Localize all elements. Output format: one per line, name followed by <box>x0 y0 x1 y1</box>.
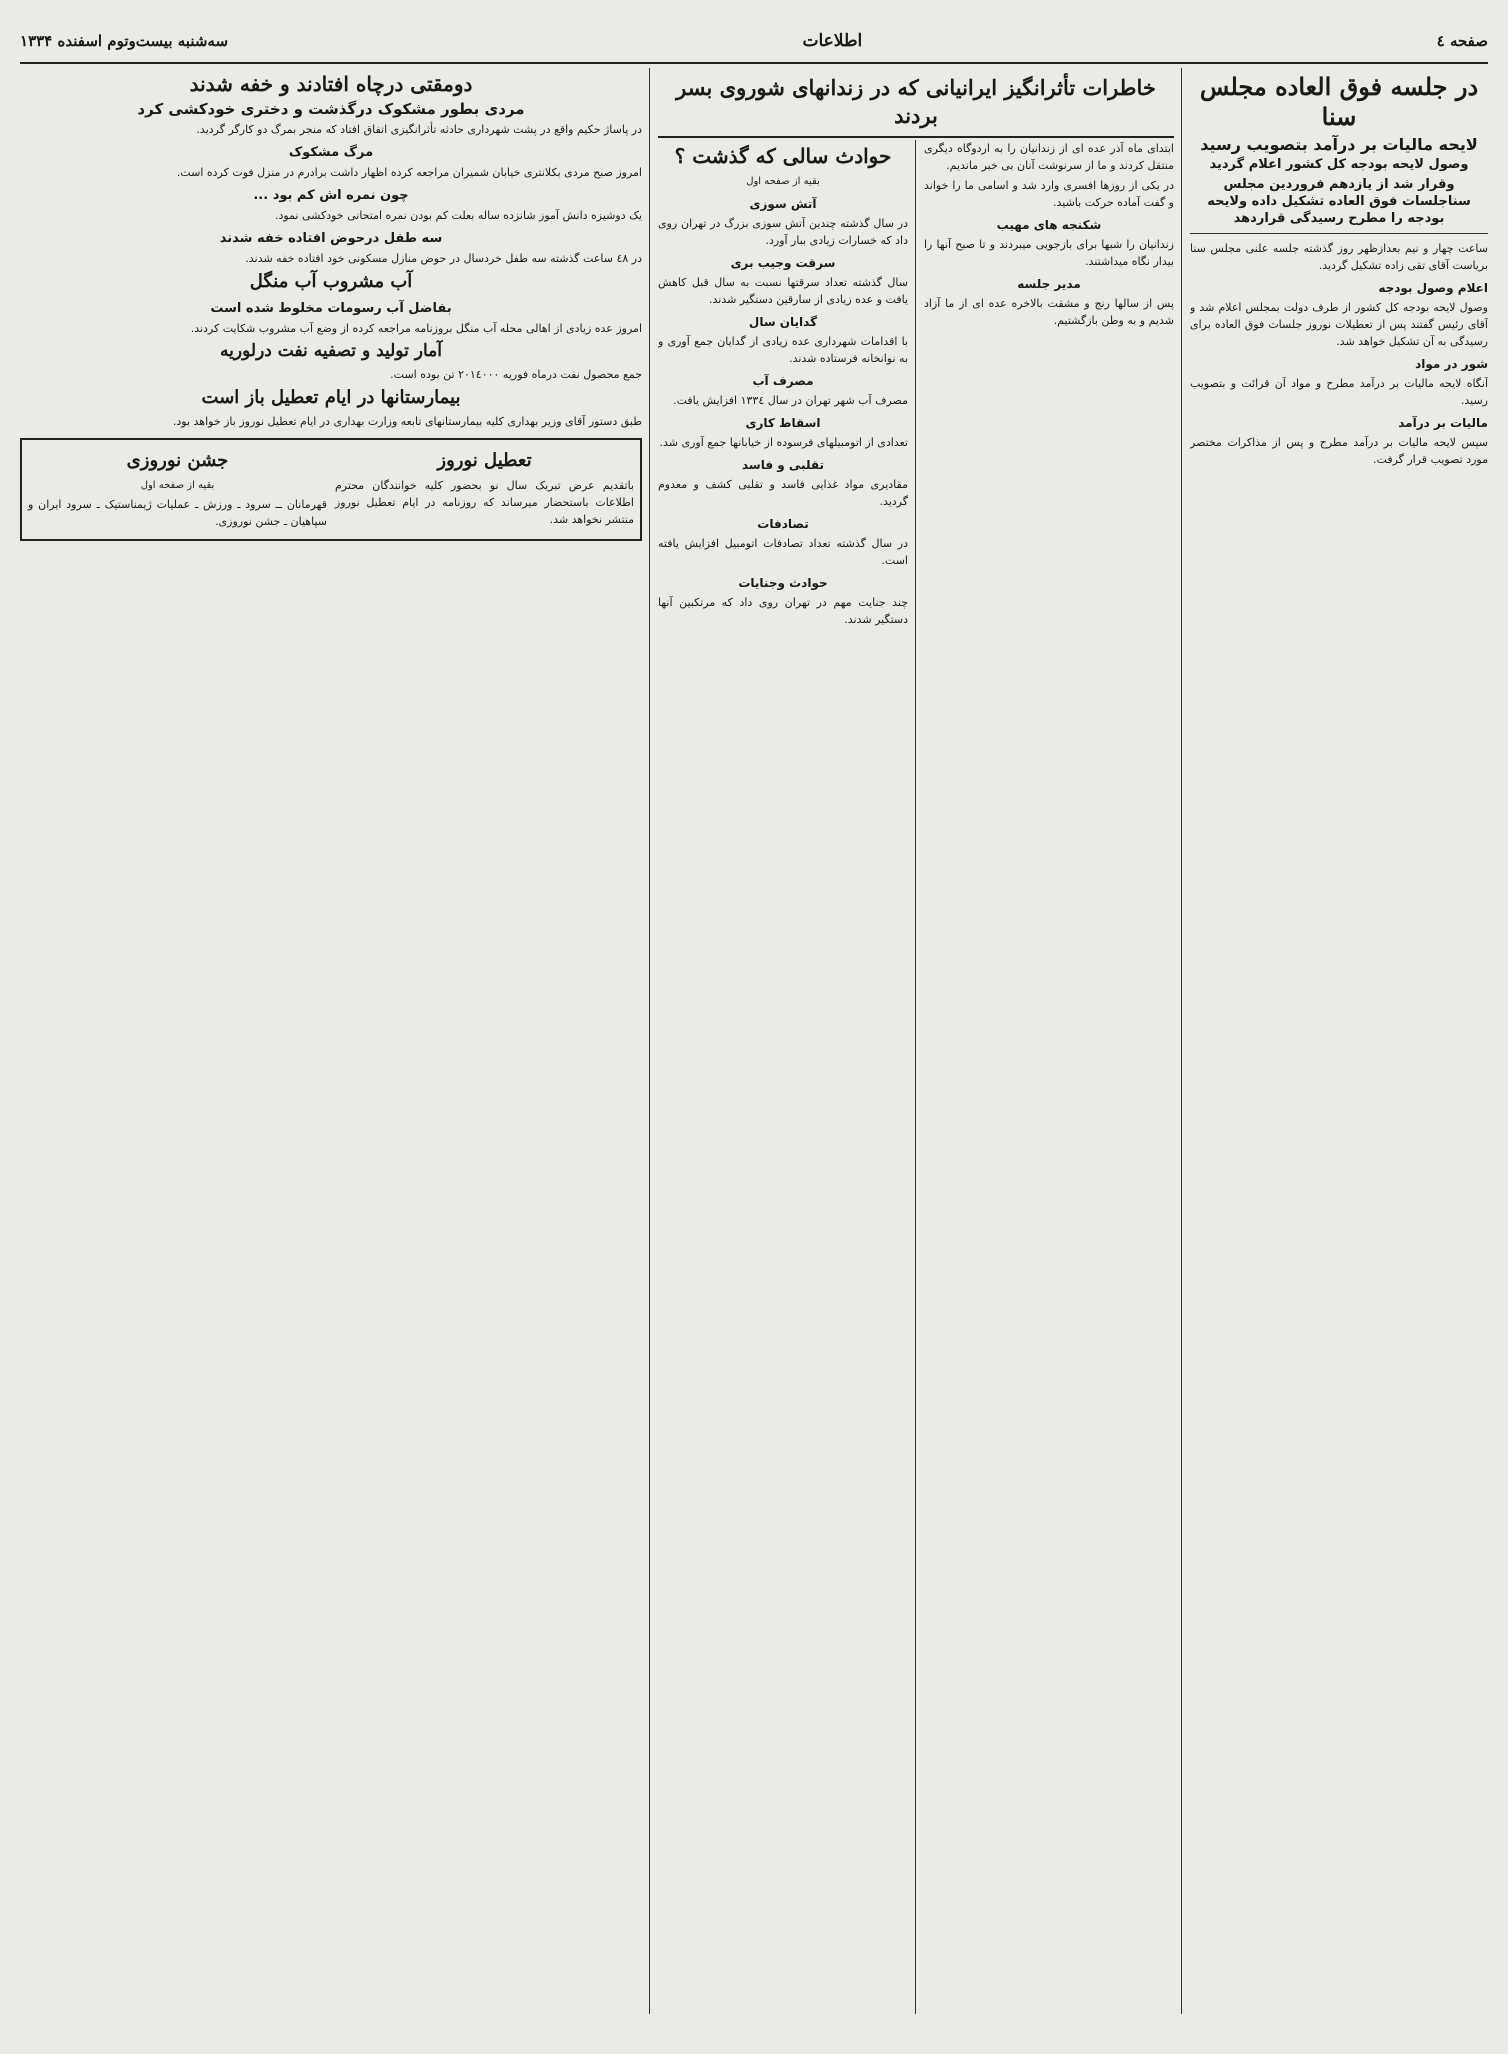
local-paragraph: در پاساژ حکیم واقع در پشت شهرداری حادثه تأثرانگیزی اتفاق افتاد که منجر بمرگ دو کارگر گردید. <box>196 123 642 136</box>
columns <box>20 68 1488 2014</box>
water-subheadline: بفاضل آب رسومات مخلوط شده است <box>210 300 452 316</box>
well-subheadline: مردی بطور مشکوک درگذشت و دختری خودکشی کرد <box>137 100 525 118</box>
prisoners-paragraph: ابتدای ماه آذر عده ای از زندانیان را به اردوگاه دیگری منتقل کردند و ما از سرنوشت آنان بی خبر ماندیم. <box>924 142 1174 172</box>
prisoners-subhead: شکنجه های مهیب <box>996 218 1102 232</box>
senate-subheadline-3: وقرار شد از یازدهم فروردین مجلس سناجلسات فوق العاده تشکیل داده ولایحه بودجه را مطرح رسیدگی قراردهد <box>1207 177 1471 226</box>
nowruz-celebration-text: قهرمانان ــ سرود ـ ورزش ـ عملیات ژیمناستیک ـ سرود ایران و سپاهیان ـ جشن نوروزی. <box>28 497 327 528</box>
nowruz-holiday-text: باتقدیم عرض تبریک سال نو بحضور کلیه خوانندگان محترم اطلاعات باستحضار میرساند که روزنامه در ایام تعطیل نوروز منتشر نخواهد شد. <box>335 478 634 526</box>
senate-subheadline-1: لایحه مالیات بر درآمد بتصویب رسید <box>1200 135 1478 154</box>
prisoners-paragraph: در یکی از روزها افسری وارد شد و اسامی ما را خواند و گفت آماده حرکت باشید. <box>924 179 1174 209</box>
local-paragraph: در ٤۸ ساعت گذشته سه طفل خردسال در حوض منازل مسکونی خود افتاده خفه شدند. <box>245 252 642 265</box>
senate-subheadline-2: وصول لایحه بودجه کل کشور اعلام گردید <box>1209 157 1469 172</box>
senate-column <box>1190 68 1488 2014</box>
local-news-column <box>20 68 642 2014</box>
prisoners-headline: خاطرات تأثرانگیز ایرانیانی که در زندانهای شوروی بسر بردند <box>676 75 1156 128</box>
year-events-section-title: گدایان سال <box>748 315 818 329</box>
prisoners-banner <box>658 68 1174 138</box>
year-events-section-text: مقادیری مواد غذایی فاسد و تقلبی کشف و معدوم گردید. <box>658 478 908 508</box>
nowruz-celebration-note: بقیه از صفحه اول <box>140 479 215 491</box>
issue-date: سه‌شنبه بیست‌وتوم اسفنده ۱۳۳۴ <box>20 32 229 50</box>
newspaper-name: اطلاعات <box>802 31 863 51</box>
year-events-section-text: تعدادی از اتومبیلهای فرسوده از خیابانها جمع آوری شد. <box>659 436 908 449</box>
senate-paragraph: آنگاه لایحه مالیات بر درآمد مطرح و مواد آن قرائت و بتصویب رسید. <box>1190 377 1488 407</box>
newspaper-page <box>20 20 1488 2014</box>
year-events-section-title: مصرف آب <box>752 374 814 388</box>
year-events-section-text: در سال گذشته چندین آتش سوزی بزرگ در تهران روی داد که خسارات زیادی ببار آورد. <box>658 217 908 247</box>
year-events-section-text: با اقدامات شهرداری عده زیادی از گدایان جمع آوری و به نوانخانه فرستاده شدند. <box>658 335 908 365</box>
prisoners-subhead: مدیر جلسه <box>1017 277 1081 291</box>
nowruz-celebration-title: جشن نوروزی <box>126 450 229 472</box>
year-events-section-title: سرقت وجیب بری <box>730 256 836 270</box>
local-paragraph: یک دوشیزه دانش آموز شانزده ساله بعلت کم بودن نمره امتحانی خودکشی نمود. <box>275 209 642 222</box>
senate-subhead: اعلام وصول بودجه <box>1378 281 1488 295</box>
year-events-column <box>658 140 908 2014</box>
local-subhead: سه طفل درحوض افتاده خفه شدند <box>219 231 443 246</box>
year-events-section-title: حوادث وجنایات <box>738 576 828 590</box>
local-paragraph: طبق دستور آقای وزیر بهداری کلیه بیمارستانهای تابعه وزارت بهداری در ایام تعطیل نوروز باز خواهد بود. <box>172 415 642 429</box>
prisoners-paragraph: پس از سالها رنج و مشقت بالاخره عده ای از ما آزاد شدیم و به وطن بازگشتیم. <box>924 297 1174 327</box>
senate-paragraph: سپس لایحه مالیات بر درآمد مطرح و پس از مذاکرات مختصر مورد تصویب قرار گرفت. <box>1190 436 1488 466</box>
nowruz-holiday-title: تعطیل نوروز <box>437 450 532 472</box>
prisoners-column <box>924 140 1174 2014</box>
well-headline: دومقتی درچاه افتادند و خفه شدند <box>189 72 473 96</box>
year-events-headline: حوادث سالی که گذشت ؟ <box>674 144 892 168</box>
page-number: صفحه ٤ <box>1436 32 1488 50</box>
year-events-section-text: در سال گذشته تعداد تصادفات اتومبیل افزایش یافته است. <box>658 537 908 567</box>
year-events-section-text: چند جنایت مهم در تهران روی داد که مرتکبین آنها دستگیر شدند. <box>658 596 908 626</box>
local-paragraph: امروز صبح مردی بکلانتری خیابان شمیران مراجعه کرده اظهار داشت برادرم در منزل فوت کرده است. <box>176 166 642 179</box>
senate-headline: در جلسه فوق العاده مجلس سنا <box>1199 72 1479 131</box>
year-events-section-text: سال گذشته تعداد سرقتها نسبت به سال قبل کاهش یافت و عده زیادی از سارقین دستگیر شدند. <box>658 276 908 306</box>
oil-headline: آمار تولید و تصفیه نفت درلوریه <box>220 340 442 361</box>
prisoners-paragraph: زندانیان را شبها برای بازجویی میبردند و تا صبح آنها را بیدار نگاه میداشتند. <box>924 238 1174 268</box>
hospitals-headline: بیمارستانها در ایام تعطیل باز است <box>201 386 461 408</box>
local-subhead: چون نمره اش کم بود ... <box>253 188 409 203</box>
local-paragraph: امروز عده زیادی از اهالی محله آب منگل بروزنامه مراجعه کرده از وضع آب مشروب شکایت کردند. <box>190 321 642 335</box>
senate-subhead: شور در مواد <box>1415 357 1488 371</box>
masthead <box>20 20 1488 64</box>
nowruz-box <box>20 438 642 541</box>
senate-paragraph: ساعت چهار و نیم بعدازظهر روز گذشته جلسه علنی مجلس سنا بریاست آقای تقی زاده تشکیل گردید. <box>1190 242 1488 272</box>
year-events-section-title: تصادفات <box>757 517 809 531</box>
year-events-continued-note: بقیه از صفحه اول <box>746 176 820 187</box>
local-paragraph: جمع محصول نفت درماه فوریه ۲۰۱٤۰۰۰ تن بوده است. <box>390 367 642 381</box>
year-events-section-text: مصرف آب شهر تهران در سال ۱۳۳٤ افزایش یافت. <box>673 394 908 407</box>
nowruz-holiday-notice <box>335 446 634 533</box>
prisoners-continued-note <box>658 132 1174 138</box>
year-events-section-title: اسقاط کاری <box>745 416 821 430</box>
water-headline: آب مشروب آب منگل <box>249 271 413 292</box>
year-events-section-title: آتش سوزی <box>749 197 817 211</box>
local-subhead: مرگ مشکوک <box>288 145 374 160</box>
senate-paragraph: وصول لایحه بودجه کل کشور از طرف دولت بمجلس اعلام شد و آقای رئیس گفتند پس از تعطیلات نوروز جلسات فوق العاده برای رسیدگی به آن تشکیل خواهد شد. <box>1190 301 1488 348</box>
year-events-section-title: تقلبی و فاسد <box>742 458 824 472</box>
nowruz-celebration <box>28 446 327 533</box>
senate-subhead: مالیات بر درآمد <box>1398 416 1488 430</box>
